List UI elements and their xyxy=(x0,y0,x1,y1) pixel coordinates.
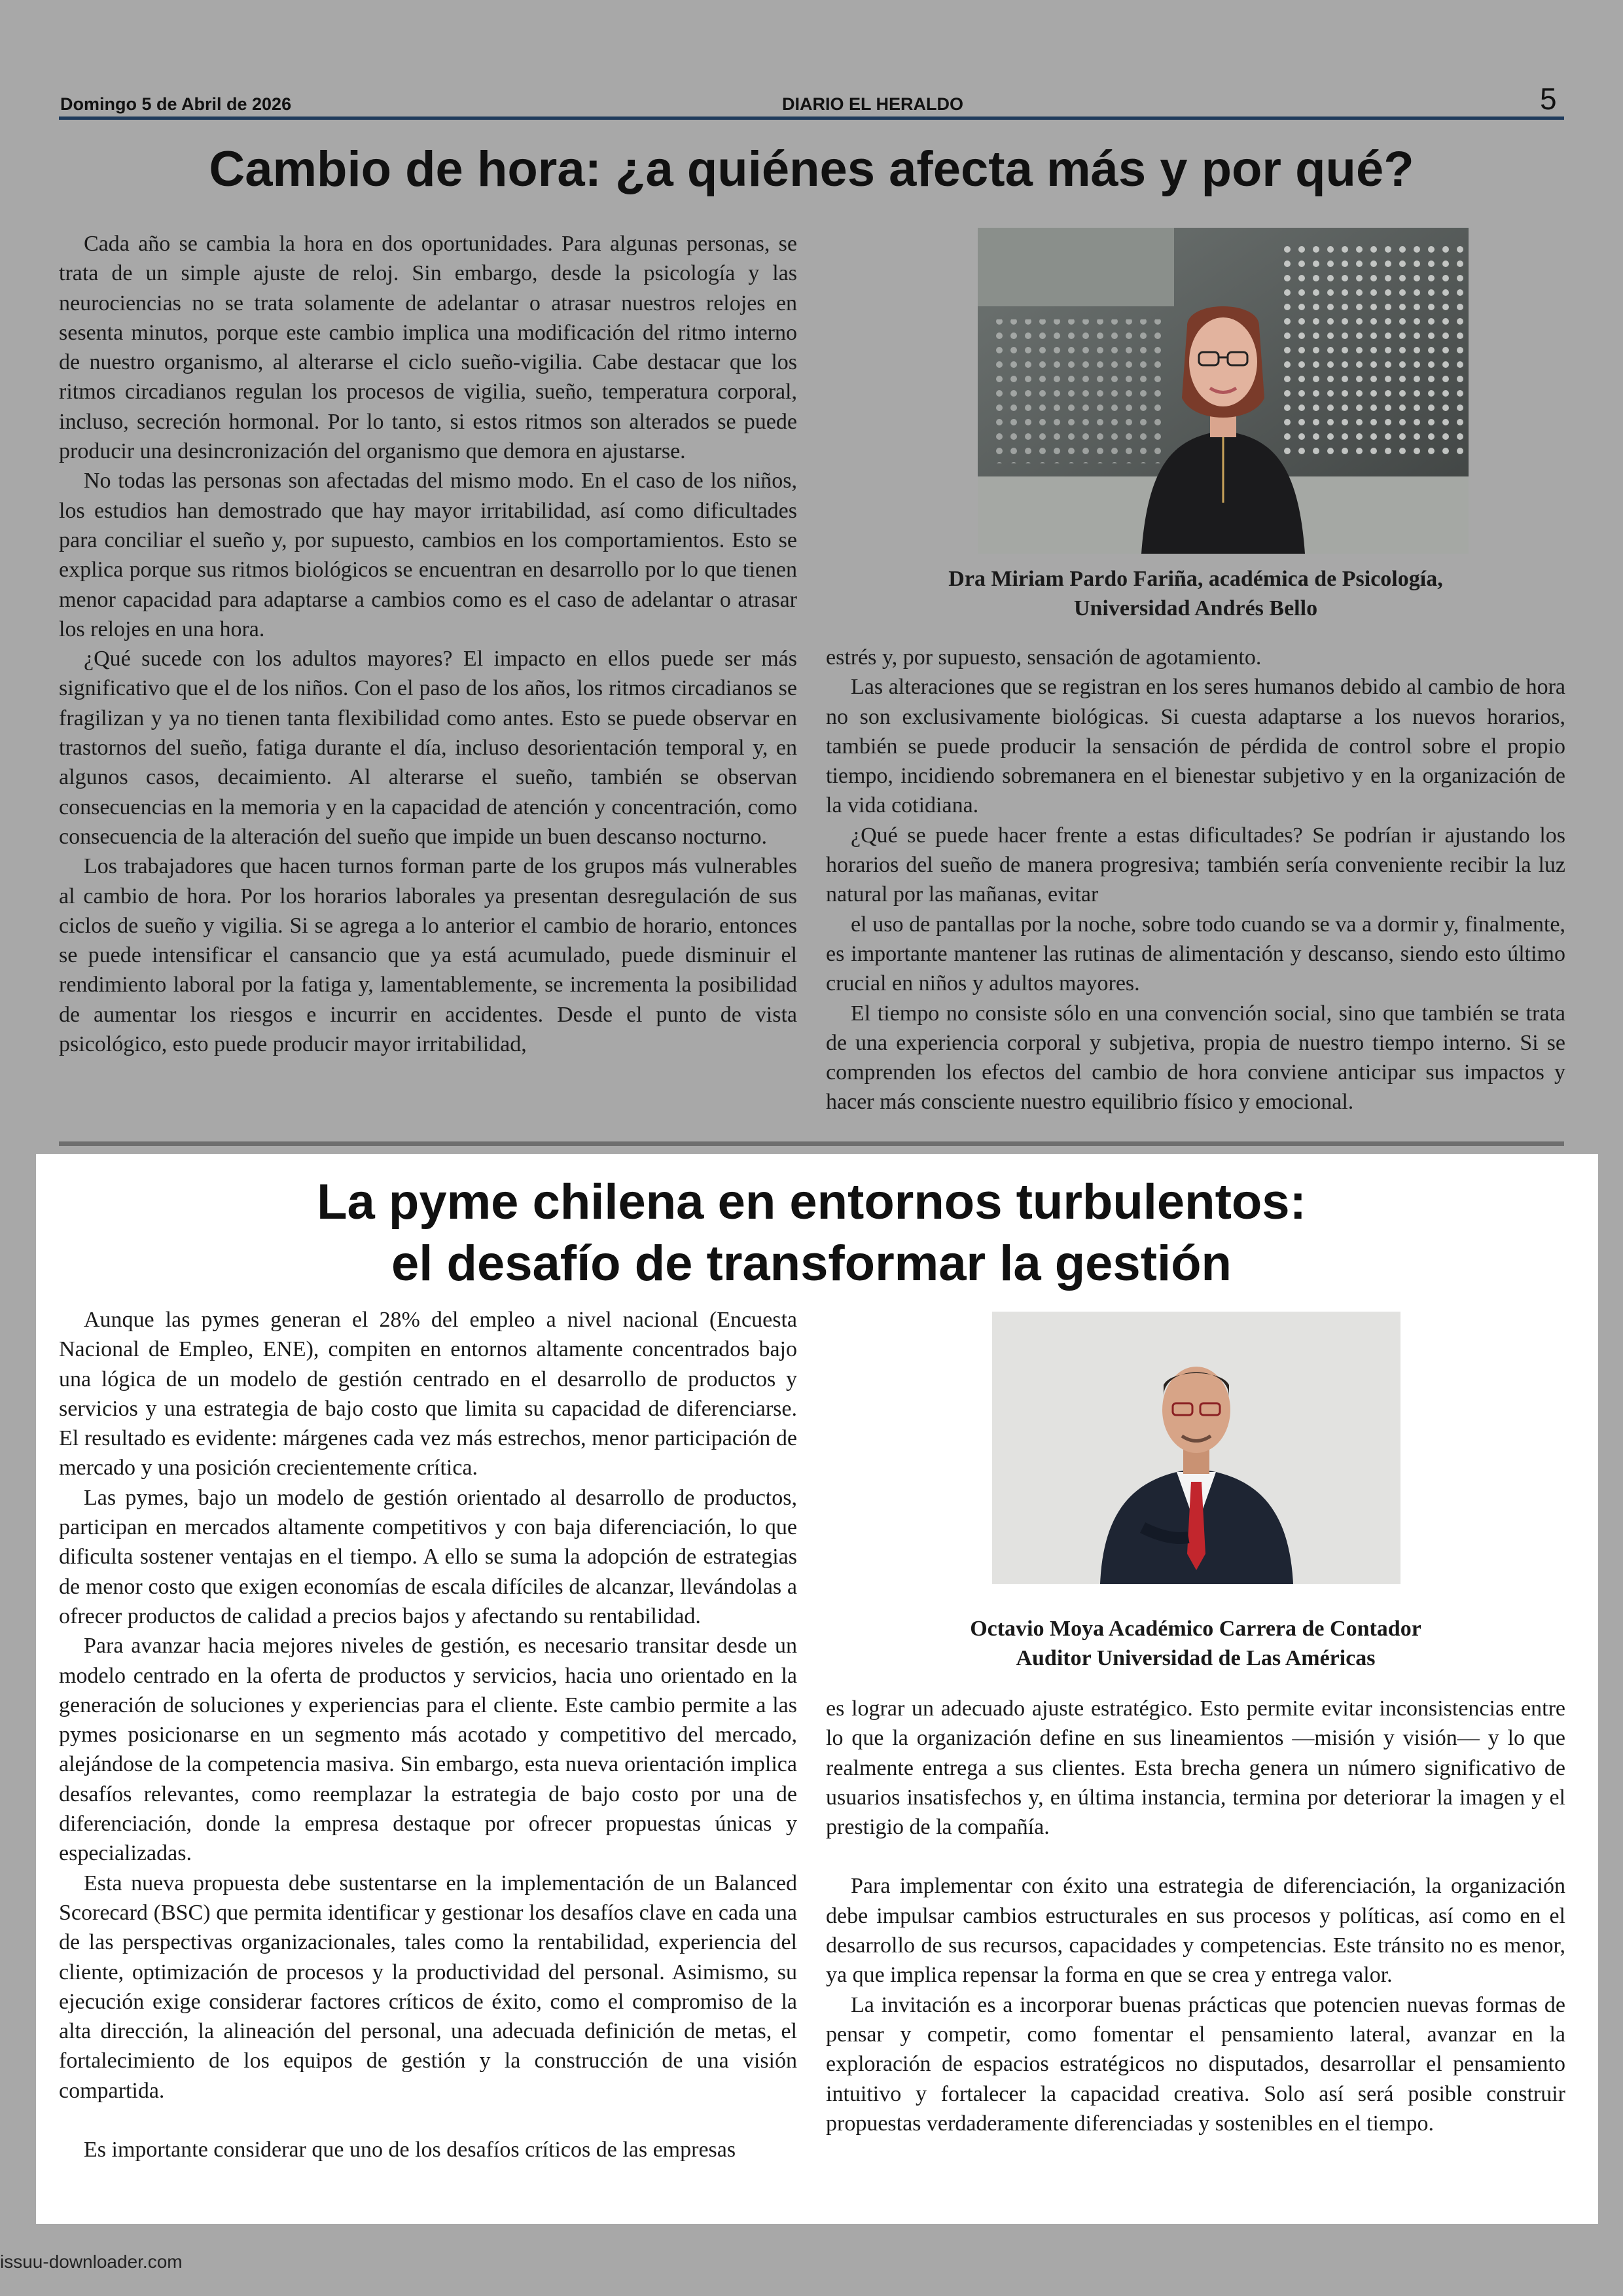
article2-paragraph: Es importante considerar que uno de los desafíos críticos de las empresas xyxy=(84,2138,736,2162)
article1-paragraph: Cada año se cambia la hora en dos oportunidades. Para algunas personas, se trata de un simple ajuste de reloj. Sin embargo, desde la psicología y las neurociencias no se trata solamente de adelantar o atrasar nuestros relojes en sesenta minutos, porque este cambio implica una modificación del ritmo interno de nuestro organismo, al alterarse el ciclo sueño-vigilia. Cabe destacar que los ritmos circadianos regulan los procesos de vigilia, sueño, temperatura corporal, incluso, secreción hormonal. Por lo tanto, si estos ritmos son alterados se puede producir una desincronización del organismo que demora en ajustarse. xyxy=(59,232,797,464)
caption-line: Dra Miriam Pardo Fariña, académica de Psicología, xyxy=(948,567,1443,591)
title-line: el desafío de transformar la gestión xyxy=(391,1236,1232,1291)
header-rule xyxy=(59,117,1564,120)
newspaper-name: DIARIO EL HERALDO xyxy=(782,94,964,114)
article2-paragraph: Aunque las pymes generan el 28% del empleo a nivel nacional (Encuesta Nacional de Empleo, ENE), compiten en entornos altamente concentrados bajo una lógica de un modelo de gestión centrado en el desarrollo de productos y servicios y una estrategia de bajo costo que limita su capacidad de diferenciarse. El resultado es evidente: márgenes cada vez más estrechos, menor participación de mercado y una posición crecientemente crítica. xyxy=(59,1308,797,1480)
article2-photo-caption xyxy=(826,1614,1565,1673)
section-divider xyxy=(59,1141,1564,1146)
article1-paragraph: Los trabajadores que hacen turnos forman parte de los grupos más vulnerables al cambio de hora. Por los horarios laborales ya presentan desregulación de sus ciclos de sueño y vigilia. Si se agrega a lo anterior el cambio de horario, entonces se puede intensificar el cansancio que ya está acumulado, puede disminuir el rendimiento laboral por la fatiga y, lamentablemente, se incrementa la posibilidad de aumentar los riesgos e incurrir en accidentes. Desde el punto de vista psicológico, esto puede producir mayor irritabilidad, xyxy=(59,854,797,1057)
article1-paragraph: el uso de pantallas por la noche, sobre todo cuando se va a dormir y, finalmente, es importante mantener las rutinas de alimentación y descanso, siendo esto último crucial en niños y adultos mayores. xyxy=(826,912,1565,996)
source-watermark: issuu-downloader.com xyxy=(0,2251,183,2272)
article1-paragraph: ¿Qué se puede hacer frente a estas dificultades? Se podrían ir ajustando los horarios del sueño de manera progresiva; también sería conveniente recibir la luz natural por las mañanas, evitar xyxy=(826,823,1565,907)
article2-paragraph: Esta nueva propuesta debe sustentarse en la implementación de un Balanced Scorecard (BSC) que permita identificar y gestionar los desafíos clave en cada una de las perspectivas organizacionales, tales como la rentabilidad, experiencia del cliente, optimización de procesos y la productividad del personal. Asimismo, su ejecución exige considerar factores críticos de éxito, como el compromiso de la alta dirección, la alineación del personal, una adecuada definición de metas, el fortalecimiento de los equipos de gestión y la construcción de una visión compartida. xyxy=(59,1871,797,2103)
article1-portrait-photo xyxy=(978,228,1469,554)
title-line: La pyme chilena en entornos turbulentos: xyxy=(317,1174,1306,1230)
caption-line: Auditor Universidad de Las Américas xyxy=(1016,1646,1376,1670)
article1-column-right xyxy=(826,643,1565,1117)
article1-paragraph: ¿Qué sucede con los adultos mayores? El impacto en ellos puede ser más significativo que el de los niños. Con el paso de los años, los ritmos circadianos se fragilizan y ya no tienen tanta flexibilidad como antes. Esto se puede observar en trastornos del sueño, fatiga durante el día, incluso desorientación temporal y, en algunos casos, decaimiento. Al alterarse el sueño, también se observan consecuencias en la memoria y en la capacidad de atención y concentración, como consecuencia de la alteración del sueño que impide un buen descanso nocturno. xyxy=(59,647,797,849)
article2-paragraph: es lograr un adecuado ajuste estratégico. Esto permite evitar inconsistencias entre lo que la organización define en sus lineamientos —misión y visión— y lo que realmente entrega a sus clientes. Esta brecha genera un número significativo de usuarios insatisfechos y, en última instancia, termina por deteriorar la imagen y el prestigio de la compañía. xyxy=(826,1696,1565,1840)
page-number: 5 xyxy=(1540,82,1557,116)
issue-date: Domingo 5 de Abril de 2026 xyxy=(60,94,292,114)
article2-title xyxy=(0,1172,1623,1295)
article2-column-left xyxy=(59,1305,797,2164)
article1-photo-caption xyxy=(826,564,1565,623)
article2-paragraph: Las pymes, bajo un modelo de gestión orientado al desarrollo de productos, participan en mercados altamente competitivos y con baja diferenciación, lo que dificulta sostener ventajas en el tiempo. A ello se suma la adopción de estrategias de menor costo que exigen economías de escala difíciles de alcanzar, llevándolas a ofrecer productos de calidad a precios bajos y afectando su rentabilidad. xyxy=(59,1485,797,1628)
paragraph-gap xyxy=(826,1842,1565,1871)
article1-paragraph: El tiempo no consiste sólo en una convención social, sino que también se trata de una experiencia corporal y subjetiva, propia de nuestro tiempo interno. Si se comprenden los efectos del cambio de hora conviene anticipar sus impactos y hacer más consciente nuestro equilibrio físico y emocional. xyxy=(826,1001,1565,1115)
article2-portrait-photo xyxy=(992,1312,1400,1584)
article2-column-right xyxy=(826,1694,1565,2138)
article1-paragraph: No todas las personas son afectadas del mismo modo. En el caso de los niños, los estudios han demostrado que hay mayor irritabilidad, así como dificultades para conciliar el sueño y, por supuesto, cambios en los comportamientos. Esto se explica porque sus ritmos biológicos se encuentran en desarrollo por lo que tienen menor capacidad para adaptarse a cambios como es el caso de adelantar o atrasar los relojes en una hora. xyxy=(59,469,797,641)
article2-paragraph: Para implementar con éxito una estrategia de diferenciación, la organización debe impulsar cambios estructurales en sus procesos y políticas, así como en el desarrollo de sus recursos, capacidades y competencias. Este tránsito no es menor, ya que implica repensar la forma en que se crea y entrega valor. xyxy=(826,1874,1565,1988)
article1-paragraph: estrés y, por supuesto, sensación de agotamiento. xyxy=(826,645,1262,670)
article2-paragraph: La invitación es a incorporar buenas prácticas que potencien nuevas formas de pensar y competir, como fomentar el pensamiento lateral, avanzar en la exploración de espacios estratégicos no disputados, desarrollar el pensamiento intuitivo y fortalecer la capacidad creativa. Solo así será posible construir propuestas verdaderamente diferenciadas y sostenibles en el tiempo. xyxy=(826,1992,1565,2136)
caption-line: Universidad Andrés Bello xyxy=(1073,596,1318,620)
article1-paragraph: Las alteraciones que se registran en los seres humanos debido al cambio de hora no son exclusivamente biológicas. Si cuesta adaptarse a los nuevos horarios, también se puede producir la sensación de pérdida de control sobre el propio tiempo, incidiendo sobremanera en el bienestar subjetivo y en la organización de la vida cotidiana. xyxy=(826,675,1565,818)
article1-column-left xyxy=(59,229,797,1059)
paragraph-gap xyxy=(59,2106,797,2135)
article1-title: Cambio de hora: ¿a quiénes afecta más y por qué? xyxy=(209,141,1414,197)
article2-paragraph: Para avanzar hacia mejores niveles de gestión, es necesario transitar desde un modelo centrado en la oferta de productos y servicios, hacia uno orientado en la generación de soluciones y experiencias para el cliente. Este cambio permite a las pymes posicionarse en un segmento más acotado y competitivo del mercado, alejándose de la competencia masiva. Sin embargo, esta nueva orientación implica desafíos relevantes, como reemplazar la estrategia de bajo costo por una de diferenciación, donde la empresa destaque por ofrecer propuestas únicas y especializadas. xyxy=(59,1634,797,1866)
caption-line: Octavio Moya Académico Carrera de Contador xyxy=(970,1617,1421,1641)
